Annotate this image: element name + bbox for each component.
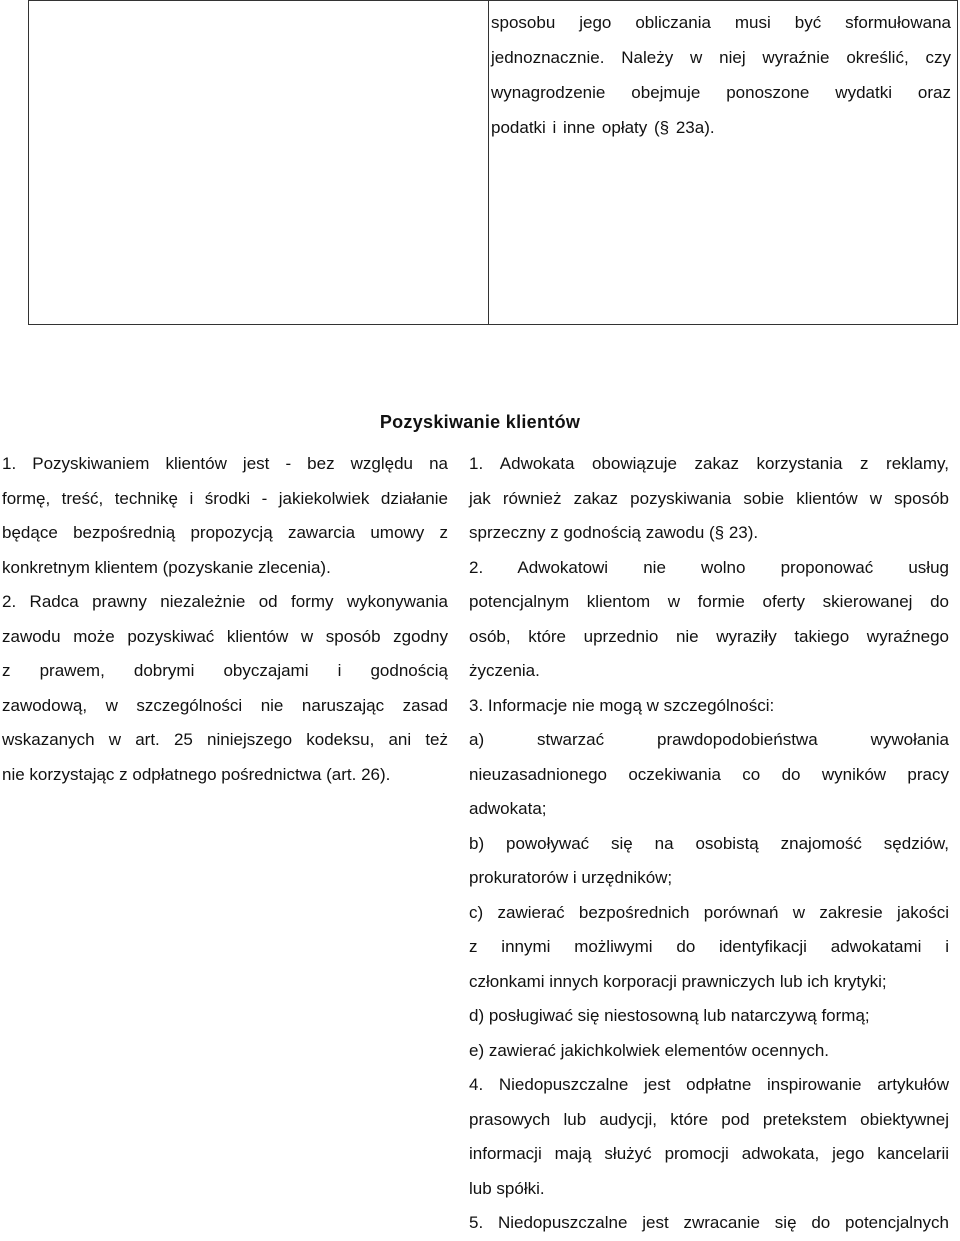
text-line: nieuzasadnionego oczekiwania co do wyników pracy: [469, 764, 949, 784]
text-line: 2. Adwokatowi nie wolno proponować usług: [469, 557, 949, 577]
text-line: z prawem, dobrymi obyczajami i godnością: [2, 661, 448, 680]
empty-table-cell: [29, 1, 489, 324]
text-line: 3. Informacje nie mogą w szczególności:: [469, 695, 775, 715]
text-line: 1. Adwokata obowiązuje zakaz korzystania z reklamy,: [469, 454, 949, 473]
text-line: jednoznacznie. Należy w niej wyraźnie określić, czy: [491, 48, 951, 67]
text-line: d) posługiwać się niestosowną lub natarczywą formą;: [469, 1006, 870, 1025]
text-line: będące bezpośrednią propozycją zawarcia umowy z: [2, 523, 448, 542]
text-line: nie korzystając z odpłatnego pośrednictwa (art. 26).: [2, 764, 391, 784]
text-line: 4. Niedopuszczalne jest odpłatne inspirowanie artykułów: [469, 1075, 949, 1094]
text-line: zawodu może pozyskiwać klientów w sposób zgodny: [2, 626, 448, 646]
text-line: członkami innych korporacji prawniczych lub ich krytyki;: [469, 971, 887, 991]
text-line: 2. Radca prawny niezależnie od formy wykonywania: [2, 592, 448, 611]
text-line: a) stwarzać prawdopodobieństwa wywołania: [469, 730, 949, 749]
text-line: prokuratorów i urzędników;: [469, 868, 673, 887]
text-line: 1. Pozyskiwaniem klientów jest - bez względu na: [2, 454, 448, 473]
text-line: lub spółki.: [469, 1178, 545, 1198]
text-line: sprzeczny z godnością zawodu (§ 23).: [469, 523, 759, 542]
text-line: jak również zakaz pozyskiwania sobie klientów w sposób: [469, 488, 949, 508]
text-line: życzenia.: [469, 661, 540, 680]
text-line: wskazanych w art. 25 niniejszego kodeksu, ani też: [2, 730, 448, 749]
text-line: b) powoływać się na osobistą znajomość sędziów,: [469, 833, 949, 853]
text-line: 5. Niedopuszczalne jest zwracanie się do potencjalnych: [469, 1213, 949, 1232]
table-cell-text: [489, 1, 957, 324]
text-line: informacji mają służyć promocji adwokata, jego kancelarii: [469, 1144, 949, 1163]
text-line: wynagrodzenie obejmuje ponoszone wydatki oraz: [491, 83, 951, 102]
left-column-radca-prawny: [2, 447, 448, 792]
text-line: z innymi możliwymi do identyfikacji adwokatami i: [469, 937, 949, 956]
section-title: [0, 412, 960, 433]
text-line: konkretnym klientem (pozyskanie zlecenia).: [2, 557, 331, 577]
text-line: e) zawierać jakichkolwiek elementów ocennych.: [469, 1040, 829, 1060]
right-column-adwokat: [469, 447, 949, 1241]
text-line: zawodową, w szczególności nie naruszając zasad: [2, 695, 448, 715]
text-line: potencjalnym klientom w formie oferty skierowanej do: [469, 592, 949, 611]
section-title-text: Pozyskiwanie klientów: [379, 412, 581, 432]
text-line: adwokata;: [469, 799, 547, 818]
text-line: podatki i inne opłaty (§ 23a).: [491, 118, 715, 137]
text-line: sposobu jego obliczania musi być sformułowana: [491, 13, 951, 32]
text-line: prasowych lub audycji, które pod pretekstem obiektywnej: [469, 1109, 949, 1129]
text-line: c) zawierać bezpośrednich porównań w zakresie jakości: [469, 902, 949, 922]
comparison-table-top-row: [28, 0, 958, 325]
text-line: osób, które uprzednio nie wyraziły takiego wyraźnego: [469, 626, 949, 646]
text-line: formę, treść, technikę i środki - jakiekolwiek działanie: [2, 488, 448, 508]
